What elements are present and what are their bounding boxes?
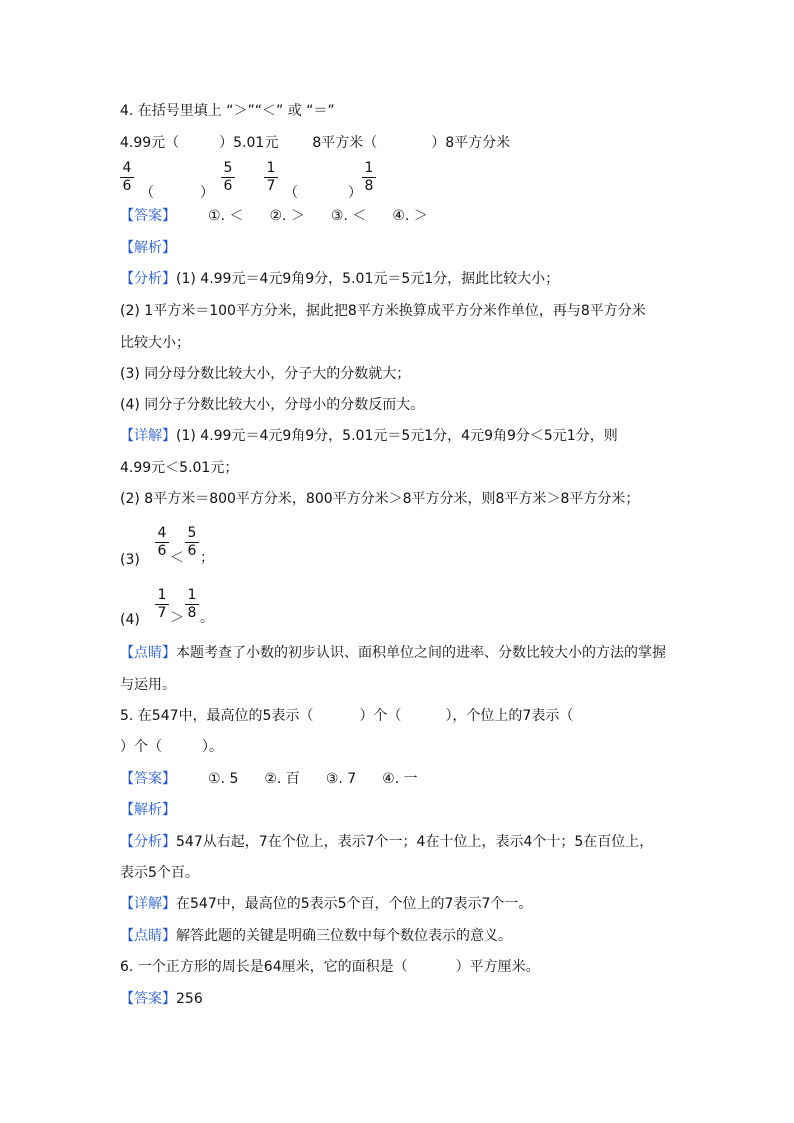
q5-fenxi: 【分析】547从右起，7在个位上，表示7个一；4在十位上，表示4个十；5在百位上， [120, 834, 654, 850]
q4-analysis-tag: 【解析】 [120, 240, 176, 256]
fraction-denominator: 6 [157, 543, 167, 559]
answer-4: ④. ＞ [392, 208, 428, 224]
fraction-numerator: 4 [155, 525, 169, 543]
q4-xj3-fraction-1 [155, 525, 169, 560]
fraction-numerator: 5 [185, 525, 199, 543]
q4-paren-close-1: ） [200, 185, 214, 201]
fraction-numerator: 1 [264, 160, 278, 178]
answer-2: ②. 百 [264, 771, 300, 787]
q4-fraction-2 [221, 160, 235, 195]
q4-xj3-fraction-2 [185, 525, 199, 560]
fraction-denominator: 8 [187, 605, 197, 621]
answer-4: ④. 一 [382, 771, 418, 787]
fraction-denominator: 7 [157, 605, 167, 621]
xiangjie-tag: 【详解】 [120, 428, 176, 444]
q4-fenxi-4: (4) 同分子分数比较大小，分母小的分数反而大。 [120, 397, 425, 413]
q5-answer [120, 770, 418, 788]
q4-xj4-end: 。 [200, 610, 214, 626]
answer-1: ①. ＜ [208, 208, 244, 224]
answer-tag: 【答案】 [120, 771, 176, 787]
fenxi-tag: 【分析】 [120, 834, 176, 850]
q4-fenxi-2: (2) 1平方米＝100平方分米，据此把8平方米换算成平方分米作单位，再与8平方分米 [120, 303, 646, 319]
q4-fenxi-2b: 比较大小； [120, 335, 190, 351]
fenxi-tag: 【分析】 [120, 271, 176, 287]
answer-3: ③. ＜ [330, 208, 367, 224]
fraction-denominator: 7 [266, 178, 276, 194]
q5-question-line-2: ）个（ ）。 [120, 739, 223, 755]
q4-fraction-4 [362, 160, 376, 195]
q4-xj4-fraction-2 [185, 587, 199, 622]
xiangjie-tag: 【详解】 [120, 896, 176, 912]
q4-xj3-end: ； [200, 550, 214, 566]
answer-2: ②. ＞ [269, 208, 305, 224]
q4-fraction-1 [120, 160, 134, 195]
q4-dianjing-b: 与运用。 [120, 677, 176, 693]
q6-answer [120, 990, 203, 1008]
q5-xiangjie: 【详解】在547中，最高位的5表示5个百，个位上的7表示7个一。 [120, 896, 533, 912]
q4-row1-b: ）5.01元 [219, 135, 279, 151]
q4-title: 4. 在括号里填上 “＞”“＜” 或 “＝” [120, 103, 335, 119]
answer-tag: 【答案】 [120, 208, 176, 224]
dianjing-tag: 【点睛】 [120, 928, 176, 944]
q5-fenxi-b: 表示5个百。 [120, 865, 199, 881]
fraction-denominator: 6 [187, 543, 197, 559]
q4-xiangjie-1: 【详解】(1) 4.99元＝4元9角9分，5.01元＝5元1分，4元9角9分＜5元1分，则 [120, 428, 618, 444]
q4-xiangjie-1b: 4.99元＜5.01元； [120, 460, 239, 476]
q4-fraction-3 [264, 160, 278, 195]
q4-answer [120, 207, 428, 225]
q5-dianjing: 【点睛】解答此题的关键是明确三位数中每个数位表示的意义。 [120, 928, 512, 944]
q4-paren-open-1: （ [140, 185, 154, 201]
answer-1: ①. 5 [208, 771, 239, 787]
answer-value: 256 [176, 991, 203, 1007]
fraction-numerator: 5 [221, 160, 235, 178]
q4-dianjing: 【点睛】本题考查了小数的初步认识、面积单位之间的进率、分数比较大小的方法的掌握 [120, 645, 666, 661]
q4-xj3-label: (3) [120, 552, 140, 568]
q4-paren-close-2: ） [348, 185, 362, 201]
fraction-numerator: 1 [362, 160, 376, 178]
answer-tag: 【答案】 [120, 991, 176, 1007]
fraction-denominator: 8 [364, 178, 374, 194]
q4-xj3-operator: ＜ [170, 550, 184, 566]
fraction-denominator: 6 [122, 178, 132, 194]
fraction-numerator: 1 [155, 587, 169, 605]
q6-question: 6. 一个正方形的周长是64厘米，它的面积是（ ）平方厘米。 [120, 959, 540, 975]
q5-question-line-1: 5. 在547中，最高位的5表示（ ）个（ ），个位上的7表示（ [120, 708, 574, 724]
q4-fenxi-1: 【分析】(1) 4.99元＝4元9角9分，5.01元＝5元1分，据此比较大小； [120, 271, 560, 287]
q4-row1-c: 8平方米（ [312, 135, 378, 151]
q4-row1-d: ）8平方分米 [431, 135, 511, 151]
q4-xj4-operator: ＞ [170, 610, 184, 626]
fraction-denominator: 6 [223, 178, 233, 194]
answer-3: ③. 7 [325, 771, 357, 787]
q4-fenxi-3: (3) 同分母分数比较大小，分子大的分数就大； [120, 366, 411, 382]
dianjing-tag: 【点睛】 [120, 645, 176, 661]
fraction-numerator: 4 [120, 160, 134, 178]
q4-xj4-label: (4) [120, 612, 140, 628]
q4-row1-a: 4.99元（ [120, 135, 180, 151]
q4-row1 [120, 134, 510, 152]
q4-paren-open-2: （ [284, 185, 298, 201]
q4-xiangjie-2: (2) 8平方米＝800平方分米，800平方分米＞8平方分米，则8平方米＞8平方分米； [120, 491, 640, 507]
fraction-numerator: 1 [185, 587, 199, 605]
q4-xj4-fraction-1 [155, 587, 169, 622]
q5-analysis-tag: 【解析】 [120, 802, 176, 818]
